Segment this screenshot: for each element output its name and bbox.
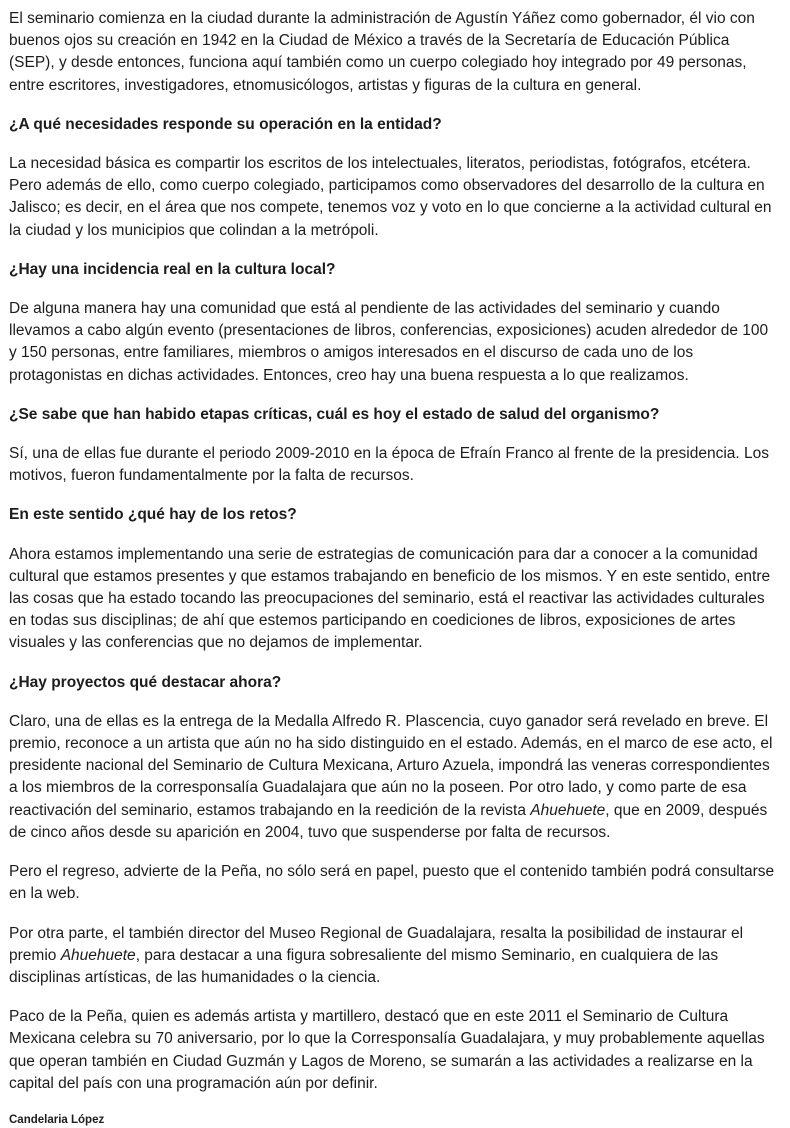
question-heading-5: ¿Hay proyectos qué destacar ahora?	[9, 673, 282, 691]
question-heading-4: En este sentido ¿qué hay de los retos?	[9, 506, 297, 524]
award-text-end: , para destacar a una figura sobresaliente del mismo Seminario, en cualquiera de las disciplinas artísticas, de las humanidades o la ciencia.	[9, 946, 719, 986]
answer-5-text-end: , que en 2009, después de cinco años desde su aparición en 2004, tuvo que suspenderse por falta de recursos.	[9, 801, 768, 841]
intro-paragraph: El seminario comienza en la ciudad durante la administración de Agustín Yáñez como gobernador, él vio con buenos ojos su creación en 1942 en la Ciudad de México a través de la Secretaría de Educación Pública (SEP), y desde entonces, funciona aquí también como un cuerpo colegiado hoy integrado por 49 personas, entre escritores, investigadores, etnomusicólogos, artistas y figuras de la cultura en general.	[9, 10, 755, 94]
award-text-start: Por otra parte, el también director del Museo Regional de Guadalajara, resalta la posibilidad de instaurar el premio	[9, 924, 744, 964]
web-paragraph: Pero el regreso, advierte de la Peña, no sólo será en papel, puesto que el contenido también podrá consultarse en la web.	[9, 863, 775, 903]
award-paragraph	[9, 923, 776, 990]
answer-paragraph-5	[9, 711, 776, 844]
magazine-title-italic: Ahuehuete	[530, 801, 606, 819]
question-heading-3: ¿Se sabe que han habido etapas críticas, cuál es hoy el estado de salud del organismo?	[9, 405, 660, 423]
answer-5-text-start: Claro, una de ellas es la entrega de la Medalla Alfredo R. Plascencia, cuyo ganador será revelado en breve. El premio, reconoce a un artista que aún no ha sido distinguido en el estado. Además, en el marco de ese acto, el presidente nacional del Seminario de Cultura Mexicana, Arturo Azuela, impondrá las veneras correspondientes a los miembros de la corresponsalía Guadalajara que aún no la poseen. Por otro lado, y como parte de esa reactivación del seminario, estamos trabajando en la reedición de la revista	[9, 712, 773, 819]
answer-paragraph-3: Sí, una de ellas fue durante el periodo 2009-2010 en la época de Efraín Franco al frente de la presidencia. Los motivos, fueron fundamentalmente por la falta de recursos.	[9, 445, 770, 485]
question-heading-2: ¿Hay una incidencia real en la cultura local?	[9, 260, 336, 278]
award-title-italic: Ahuehuete	[60, 946, 136, 964]
answer-paragraph-2: De alguna manera hay una comunidad que está al pendiente de las actividades del seminario y cuando llevamos a cabo algún evento (presentaciones de libros, conferencias, exposiciones) acuden alrededor de 100 y 150 personas, entre familiares, miembros o amigos interesados en el discurso de cada uno de los protagonistas en dichas actividades. Entonces, creo hay una buena respuesta a lo que realizamos.	[9, 300, 769, 384]
closing-paragraph: Paco de la Peña, quien es además artista y martillero, destacó que en este 2011 el Seminario de Cultura Mexicana celebra su 70 aniversario, por lo que la Corresponsalía Guadalajara, y muy probablemente aquellas que operan también en Ciudad Guzmán y Lagos de Moreno, se sumarán a las actividades a realizarse en la capital del país con una programación aún por definir.	[9, 1008, 765, 1092]
question-heading-1: ¿A qué necesidades responde su operación en la entidad?	[9, 115, 442, 133]
author-byline: Candelaria López	[9, 1113, 105, 1126]
answer-paragraph-4: Ahora estamos implementando una serie de estrategias de comunicación para dar a conocer a la comunidad cultural que estamos presentes y que estamos trabajando en beneficio de los mismos. Y en este sentido, entre las cosas que ha estado tocando las preocupaciones del seminario, está el reactivar las actividades culturales en todas sus disciplinas; de ahí que estemos participando en coediciones de libros, exposiciones de artes visuales y las conferencias que no dejamos de implementar.	[9, 545, 771, 652]
answer-paragraph-1: La necesidad básica es compartir los escritos de los intelectuales, literatos, periodistas, fotógrafos, etcétera. Pero además de ello, como cuerpo colegiado, participamos como observadores del desarrollo de la cultura en Jalisco; es decir, en el área que nos compete, tenemos voz y voto en lo que concierne a la actividad cultural en la ciudad y los municipios que colindan a la metrópoli.	[9, 155, 772, 239]
